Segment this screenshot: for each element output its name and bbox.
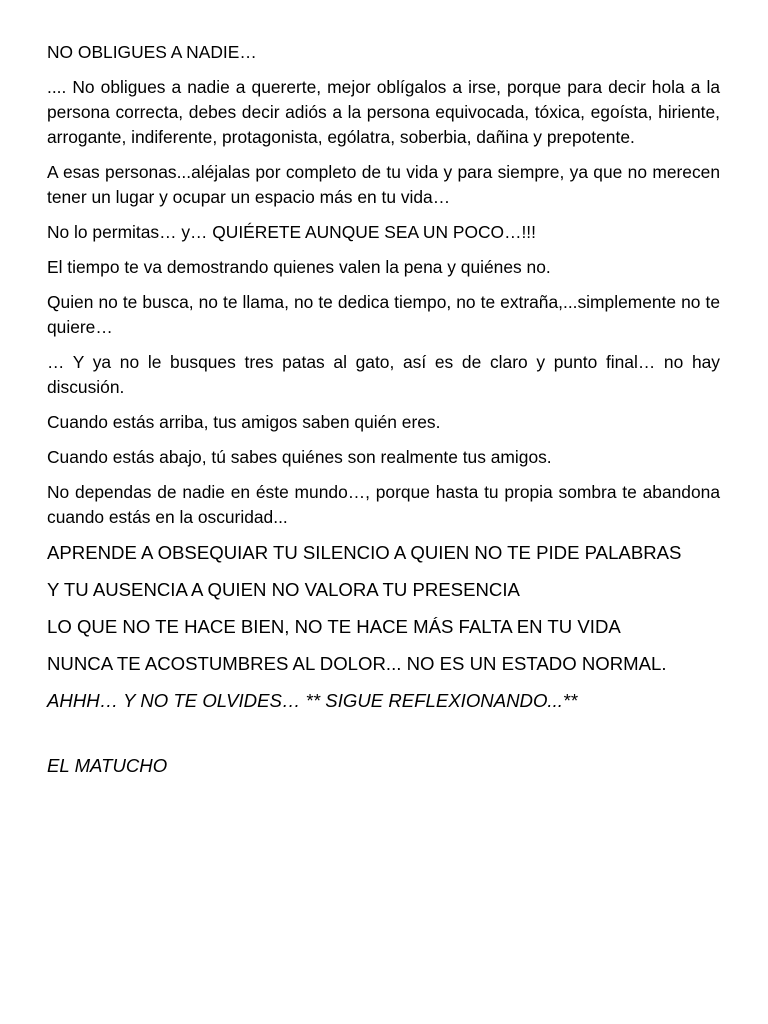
- paragraph: El tiempo te va demostrando quienes valen la pena y quiénes no.: [47, 257, 551, 277]
- document-page: [47, 40, 720, 790]
- paragraph: Quien no te busca, no te llama, no te dedica tiempo, no te extraña,...simplemente no te quiere…: [47, 292, 720, 337]
- paragraph: Cuando estás arriba, tus amigos saben quién eres.: [47, 412, 441, 432]
- paragraph: A esas personas...aléjalas por completo de tu vida y para siempre, ya que no merecen tener un lugar y ocupar un espacio más en tu vida…: [47, 162, 720, 207]
- caps-paragraph: Y TU AUSENCIA A QUIEN NO VALORA TU PRESENCIA: [47, 579, 520, 600]
- paragraph: .... No obligues a nadie a quererte, mejor oblígalos a irse, porque para decir hola a la persona correcta, debes decir adiós a la persona equivocada, tóxica, egoísta, hiriente, arrogante, indiferente, protagonista, ególatra, soberbia, dañina y prepotente.: [47, 77, 720, 147]
- caps-paragraph: APRENDE A OBSEQUIAR TU SILENCIO A QUIEN NO TE PIDE PALABRAS: [47, 542, 682, 563]
- caps-paragraph: NUNCA TE ACOSTUMBRES AL DOLOR... NO ES UN ESTADO NORMAL.: [47, 653, 667, 674]
- paragraph: No lo permitas… y… QUIÉRETE AUNQUE SEA UN POCO…!!!: [47, 222, 536, 242]
- signature: EL MATUCHO: [47, 755, 168, 776]
- paragraph: No dependas de nadie en éste mundo…, porque hasta tu propia sombra te abandona cuando estás en la oscuridad...: [47, 482, 720, 527]
- paragraph: … Y ya no le busques tres patas al gato, así es de claro y punto final… no hay discusión.: [47, 352, 720, 397]
- caps-paragraph: LO QUE NO TE HACE BIEN, NO TE HACE MÁS FALTA EN TU VIDA: [47, 616, 621, 637]
- document-title: NO OBLIGUES A NADIE…: [47, 42, 257, 62]
- paragraph: Cuando estás abajo, tú sabes quiénes son realmente tus amigos.: [47, 447, 552, 467]
- closing-line: AHHH… Y NO TE OLVIDES… ** SIGUE REFLEXIONANDO...**: [47, 690, 578, 711]
